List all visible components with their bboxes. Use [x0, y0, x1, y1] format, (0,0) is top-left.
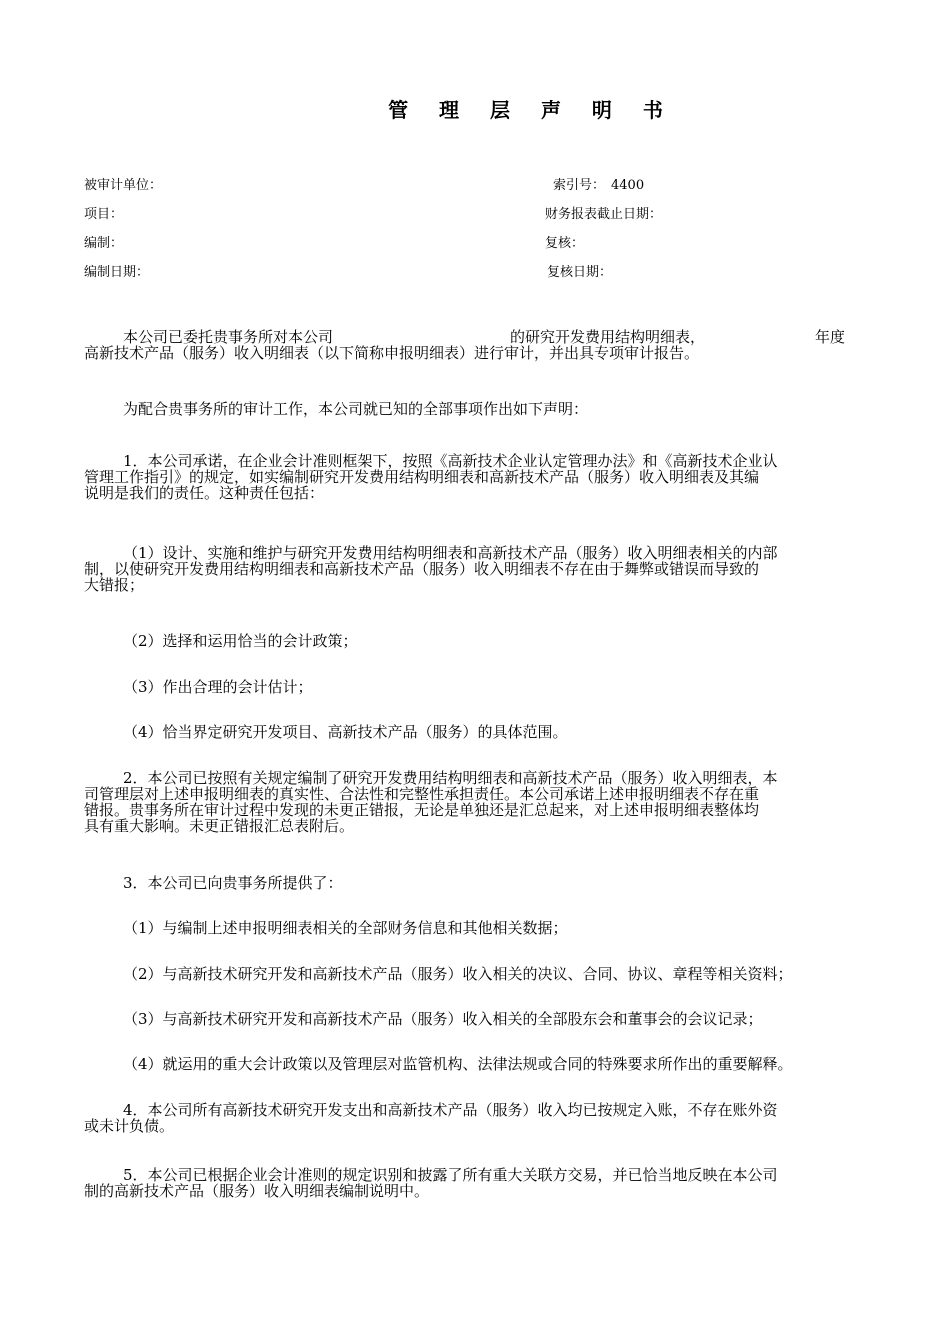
- fs-date-field: [545, 203, 662, 222]
- index-field: [553, 174, 644, 193]
- fs-date-label: 财务报表截止日期：: [545, 207, 663, 222]
- auditee-field: [84, 174, 162, 193]
- item-2-line: 司管理层对上述申报明细表的真实性、合法性和完整性承担责任。本公司承诺上述申报明细表不存在重: [84, 785, 760, 803]
- intro-line-2: 高新技术产品（服务）收入明细表（以下简称申报明细表）进行审计，并出具专项审计报告。: [84, 344, 700, 362]
- prepared-by-label: 编制：: [84, 236, 124, 251]
- item-2-paragraph: [84, 770, 950, 834]
- reviewed-by-field: [545, 232, 584, 251]
- item-1-4-paragraph: （4）恰当界定研究开发项目、高新技术产品（服务）的具体范围。: [123, 723, 568, 741]
- intro-line-1: [84, 329, 950, 345]
- intro-part-3: 年度: [815, 328, 846, 346]
- item-3-4-paragraph: （4）就运用的重大会计政策以及管理层对监管机构、法律法规或合同的特殊要求所作出的重要解释。: [123, 1055, 793, 1073]
- item-5-line: 制的高新技术产品（服务）收入明细表编制说明中。: [84, 1182, 430, 1200]
- intro-part-2: 的研究开发费用结构明细表，: [510, 328, 706, 346]
- review-date-label: 复核日期：: [547, 265, 613, 280]
- item-4-line: 或未计负债。: [84, 1117, 175, 1135]
- auditee-label: 被审计单位：: [84, 178, 163, 193]
- item-5-paragraph: [84, 1167, 950, 1199]
- prepared-date-field: [84, 261, 149, 280]
- item-2-line: 2．本公司已按照有关规定编制了研究开发费用结构明细表和高新技术产品（服务）收入明细表，本: [123, 769, 778, 787]
- item-3-2-paragraph: （2）与高新技术研究开发和高新技术产品（服务）收入相关的决议、合同、协议、章程等相关资料；: [123, 965, 793, 983]
- intro-part-1: 本公司已委托贵事务所对本公司: [123, 328, 334, 346]
- item-1-3-paragraph: （3）作出合理的会计估计；: [123, 678, 313, 696]
- item-5-line: 5．本公司已根据企业会计准则的规定识别和披露了所有重大关联方交易，并已恰当地反映在本公司: [123, 1166, 778, 1184]
- item-4-paragraph: [84, 1102, 950, 1134]
- item-1-1-line: 大错报；: [84, 576, 145, 594]
- item-3-1-paragraph: （1）与编制上述申报明细表相关的全部财务信息和其他相关数据；: [123, 919, 568, 937]
- prepared-date-label: 编制日期：: [84, 265, 150, 280]
- prepared-by-field: [84, 232, 123, 251]
- item-1-1-line: （1）设计、实施和维护与研究开发费用结构明细表和高新技术产品（服务）收入明细表相关的内部: [123, 544, 778, 562]
- index-label: 索引号：: [553, 178, 606, 193]
- item-3-3-paragraph: （3）与高新技术研究开发和高新技术产品（服务）收入相关的全部股东会和董事会的会议记录；: [123, 1010, 763, 1028]
- item-1-line: 1．本公司承诺，在企业会计准则框架下，按照《高新技术企业认定管理办法》和《高新技术企业认: [123, 452, 778, 470]
- page-title: 管 理 层 声 明 书: [388, 98, 675, 122]
- reviewed-by-label: 复核：: [545, 236, 585, 251]
- item-1-2-paragraph: （2）选择和运用恰当的会计政策；: [123, 632, 358, 650]
- lead-in-paragraph: 为配合贵事务所的审计工作，本公司就已知的全部事项作出如下声明：: [123, 400, 589, 418]
- item-1-line: 说明是我们的责任。这种责任包括：: [84, 484, 325, 502]
- item-3-paragraph: 3．本公司已向贵事务所提供了：: [123, 874, 343, 892]
- item-1-1-line: 制，以使研究开发费用结构明细表和高新技术产品（服务）收入明细表不存在由于舞弊或错误而导致的: [84, 560, 760, 578]
- item-1-paragraph: [84, 453, 950, 501]
- item-1-line: 管理工作指引》的规定，如实编制研究开发费用结构明细表和高新技术产品（服务）收入明细表及其编: [84, 468, 760, 486]
- item-2-line: 具有重大影响。未更正错报汇总表附后。: [84, 817, 355, 835]
- item-2-line: 错报。贵事务所在审计过程中发现的未更正错报，无论是单独还是汇总起来，对上述申报明细表整体均: [84, 801, 760, 819]
- item-1-1-paragraph: [84, 545, 950, 593]
- item-4-line: 4．本公司所有高新技术研究开发支出和高新技术产品（服务）收入均已按规定入账，不存在账外资: [123, 1101, 778, 1119]
- project-label: 项目：: [84, 207, 124, 222]
- project-field: [84, 203, 123, 222]
- index-value: 4400: [611, 178, 645, 193]
- intro-paragraph: [84, 329, 950, 361]
- review-date-field: [547, 261, 612, 280]
